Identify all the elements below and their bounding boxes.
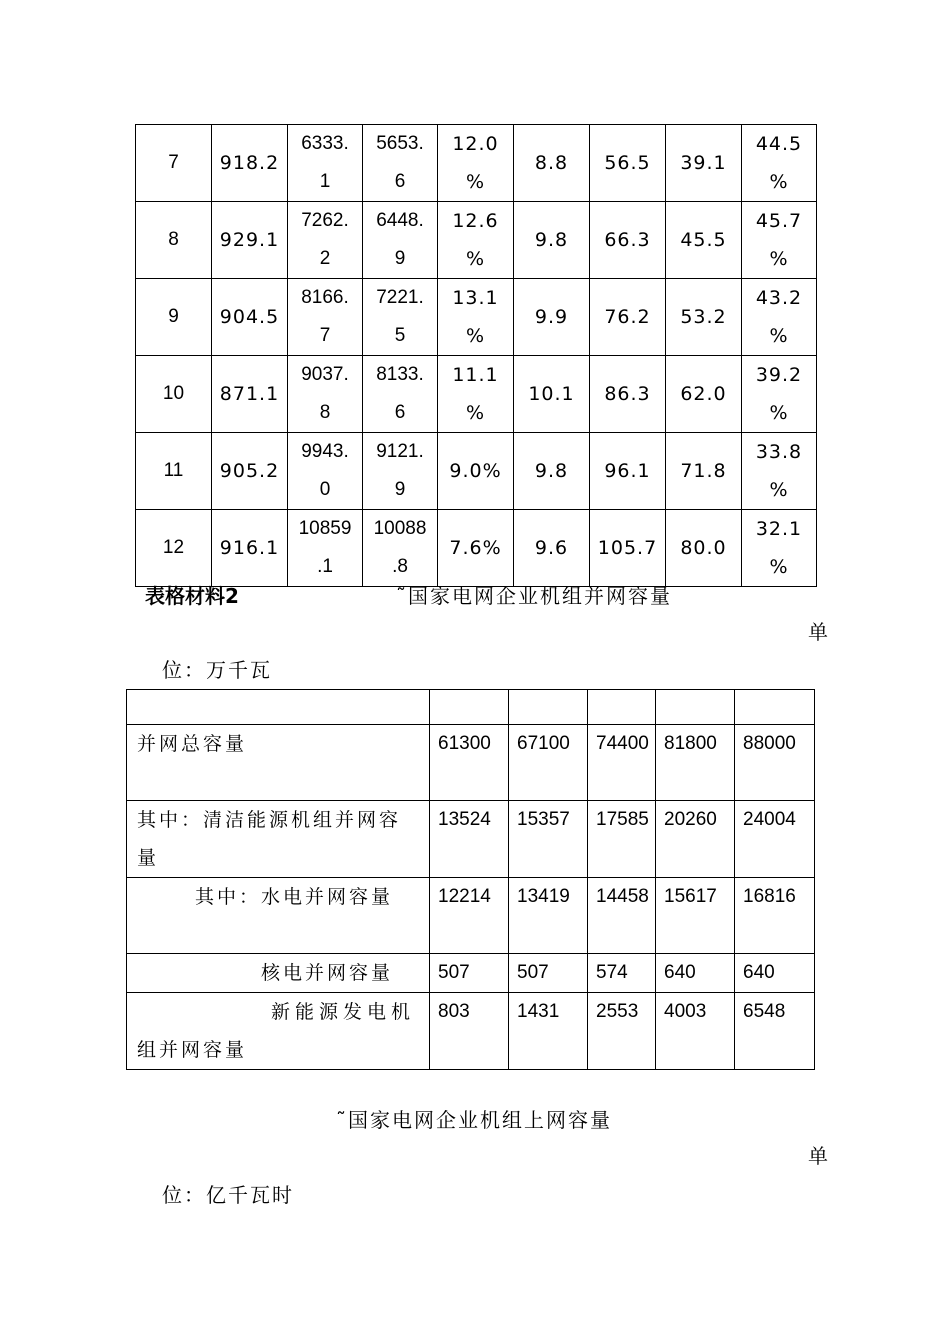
- table-row: [136, 125, 817, 202]
- cell-line-1: 45.7: [755, 210, 803, 232]
- row-label: 其中：水电并网容量: [127, 878, 430, 954]
- cell-line-1: 39.2: [755, 364, 803, 386]
- table-cell: [742, 279, 817, 356]
- table-cell: [514, 433, 590, 510]
- cell-value: 640: [735, 954, 815, 993]
- table-row: [127, 878, 815, 954]
- cell-value: 918.2: [219, 152, 280, 174]
- cell-line-1: 9.0%: [449, 460, 502, 482]
- cell-value: 871.1: [219, 383, 280, 405]
- table-cell: [212, 279, 288, 356]
- unit-label-1b: 位：万千瓦: [162, 658, 272, 682]
- table-cell: [136, 356, 212, 433]
- cell-line-2: %: [769, 479, 789, 501]
- cell-line-2: 5: [394, 325, 406, 346]
- cell-value: 86.3: [604, 383, 651, 405]
- unit-label-2a: 单: [808, 1144, 830, 1168]
- cell-value: 71.8: [680, 460, 727, 482]
- cell-value: 15357: [509, 801, 588, 878]
- header-cell: [430, 690, 509, 725]
- cell-value: 929.1: [219, 229, 280, 251]
- cell-value: 507: [430, 954, 509, 993]
- cell-value: 574: [588, 954, 656, 993]
- table-cell: [438, 510, 514, 587]
- row-label: 其中：清洁能源机组并网容量: [127, 801, 430, 878]
- unit-label-1a: 单: [808, 620, 830, 644]
- table-cell: [363, 433, 438, 510]
- cell-value: 15617: [656, 878, 735, 954]
- table-cell: [212, 202, 288, 279]
- cell-value: 11: [163, 460, 184, 481]
- cell-line-1: 6333.: [301, 133, 349, 154]
- cell-line-2: %: [465, 402, 486, 424]
- cell-line-1: 5653.: [376, 133, 424, 154]
- cell-line-1: 8166.: [301, 287, 349, 308]
- cell-value: 39.1: [680, 152, 727, 174]
- cell-line-2: 6: [394, 171, 406, 192]
- cell-line-1: 7.6%: [449, 537, 502, 559]
- cell-value: 13419: [509, 878, 588, 954]
- row-label-line-1: 新能源发电机: [271, 1001, 416, 1023]
- cell-value: 74400: [588, 725, 656, 801]
- cell-value: 6548: [735, 993, 815, 1070]
- cell-line-2: %: [769, 248, 789, 270]
- cell-value: 96.1: [604, 460, 651, 482]
- cell-value: 803: [430, 993, 509, 1070]
- cell-line-1: 9943.: [301, 441, 349, 462]
- table-row: [136, 356, 817, 433]
- cell-line-1: 44.5: [755, 133, 803, 155]
- table-row-header: [127, 690, 815, 725]
- cell-line-1: 33.8: [755, 441, 803, 463]
- cell-line-2: %: [769, 402, 789, 424]
- cell-line-2: %: [769, 171, 789, 193]
- cell-value: 13524: [430, 801, 509, 878]
- header-cell: [509, 690, 588, 725]
- table-cell: [514, 510, 590, 587]
- cell-line-2: 2: [319, 248, 331, 269]
- table-cell: [666, 125, 742, 202]
- cell-value: 66.3: [604, 229, 651, 251]
- table-cell: [363, 356, 438, 433]
- table-row: [136, 279, 817, 356]
- cell-line-1: 13.1: [452, 287, 499, 309]
- cell-value: 2553: [588, 993, 656, 1070]
- table-cell: [438, 279, 514, 356]
- cell-line-1: 7221.: [376, 287, 424, 308]
- cell-value: 12214: [430, 878, 509, 954]
- cell-line-2: %: [465, 248, 486, 270]
- table-cell: [666, 279, 742, 356]
- material-label: 表格材料2: [145, 584, 239, 608]
- cell-value: 10.1: [528, 383, 575, 405]
- table-cell: [590, 433, 666, 510]
- table-row: [127, 725, 815, 801]
- table-cell: [212, 510, 288, 587]
- table-cell: [212, 433, 288, 510]
- table-cell: [136, 433, 212, 510]
- table-row: [136, 510, 817, 587]
- cell-line-1: 8133.: [376, 364, 424, 385]
- table-cell: [590, 279, 666, 356]
- cell-value: 80.0: [680, 537, 727, 559]
- cell-value: 88000: [735, 725, 815, 801]
- table-cell: [742, 202, 817, 279]
- cell-value: 9.8: [534, 229, 569, 251]
- cell-value: 8: [168, 229, 179, 250]
- cell-line-2: %: [769, 556, 789, 578]
- cell-value: 7: [168, 152, 179, 173]
- cell-line-2: %: [769, 325, 789, 347]
- cell-value: 12: [162, 537, 185, 558]
- table-cell: [288, 279, 363, 356]
- cell-value: 905.2: [219, 460, 280, 482]
- cell-value: 45.5: [680, 229, 727, 251]
- table-cell: [590, 125, 666, 202]
- table-cell: [590, 356, 666, 433]
- table-cell: [742, 356, 817, 433]
- cell-value: 640: [656, 954, 735, 993]
- table-cell: [212, 125, 288, 202]
- cell-value: 507: [509, 954, 588, 993]
- cell-value: 16816: [735, 878, 815, 954]
- cell-line-1: 7262.: [301, 210, 349, 231]
- cell-value: 61300: [430, 725, 509, 801]
- table-cell: [514, 202, 590, 279]
- table-cell: [590, 510, 666, 587]
- table-1: [135, 124, 817, 587]
- table-cell: [514, 279, 590, 356]
- cell-value: 76.2: [604, 306, 651, 328]
- cell-value: 105.7: [597, 537, 658, 559]
- table-cell: [136, 125, 212, 202]
- table-row: [136, 433, 817, 510]
- row-label: 核电并网容量: [127, 954, 430, 993]
- cell-value: 9.6: [534, 537, 569, 559]
- cell-line-1: 12.0: [452, 133, 499, 155]
- table-row: [127, 801, 815, 878]
- header-cell: [127, 690, 430, 725]
- header-cell: [588, 690, 656, 725]
- cell-line-2: 8: [319, 402, 331, 423]
- table-row: [136, 202, 817, 279]
- cell-line-1: 9037.: [301, 364, 349, 385]
- table-cell: [438, 356, 514, 433]
- table-cell: [136, 202, 212, 279]
- cell-line-2: 9: [394, 479, 406, 500]
- table-3-title: ˜国家电网企业机组上网容量: [336, 1108, 612, 1132]
- cell-value: 62.0: [680, 383, 727, 405]
- cell-line-2: 1: [319, 171, 331, 192]
- cell-line-1: 10859: [298, 518, 352, 539]
- table-cell: [438, 433, 514, 510]
- table-cell: [590, 202, 666, 279]
- cell-value: 17585: [588, 801, 656, 878]
- cell-value: 9: [168, 306, 179, 327]
- table-cell: [288, 510, 363, 587]
- cell-line-1: 9121.: [376, 441, 424, 462]
- table-cell: [514, 125, 590, 202]
- table-cell: [438, 202, 514, 279]
- cell-value: 9.8: [534, 460, 569, 482]
- cell-line-2: %: [465, 325, 486, 347]
- cell-value: 24004: [735, 801, 815, 878]
- cell-value: 10: [162, 383, 185, 404]
- table-cell: [363, 510, 438, 587]
- table-cell: [288, 356, 363, 433]
- cell-line-1: 12.6: [452, 210, 499, 232]
- table-cell: [666, 433, 742, 510]
- cell-line-1: 32.1: [755, 518, 803, 540]
- table-2: [126, 689, 815, 1070]
- cell-line-1: 11.1: [452, 364, 499, 386]
- table-cell: [288, 125, 363, 202]
- table-cell: [742, 433, 817, 510]
- cell-line-2: .1: [317, 556, 333, 577]
- table-cell: [666, 510, 742, 587]
- cell-value: 1431: [509, 993, 588, 1070]
- cell-value: 56.5: [604, 152, 651, 174]
- cell-value: 4003: [656, 993, 735, 1070]
- cell-value: 8.8: [534, 152, 569, 174]
- table-cell: [363, 279, 438, 356]
- row-label: 并网总容量: [127, 725, 430, 801]
- table-cell: [363, 125, 438, 202]
- cell-value: 904.5: [219, 306, 280, 328]
- table-cell: [136, 279, 212, 356]
- cell-line-1: 10088: [373, 518, 427, 539]
- cell-value: 53.2: [680, 306, 727, 328]
- cell-value: 916.1: [219, 537, 280, 559]
- table-cell: [288, 433, 363, 510]
- table-row: [127, 954, 815, 993]
- table-cell: [742, 125, 817, 202]
- cell-line-2: 6: [394, 402, 406, 423]
- table-cell: [742, 510, 817, 587]
- cell-value: 14458: [588, 878, 656, 954]
- row-label: [127, 993, 430, 1070]
- table-cell: [666, 202, 742, 279]
- cell-line-2: 7: [319, 325, 331, 346]
- cell-line-2: %: [465, 171, 486, 193]
- table-cell: [438, 125, 514, 202]
- table-cell: [666, 356, 742, 433]
- cell-line-2: .8: [392, 556, 408, 577]
- cell-value: 9.9: [534, 306, 569, 328]
- header-cell: [656, 690, 735, 725]
- cell-value: 20260: [656, 801, 735, 878]
- table-cell: [212, 356, 288, 433]
- table-cell: [363, 202, 438, 279]
- cell-line-1: 6448.: [376, 210, 424, 231]
- table-cell: [136, 510, 212, 587]
- cell-value: 67100: [509, 725, 588, 801]
- cell-line-2: 0: [319, 479, 331, 500]
- header-cell: [735, 690, 815, 725]
- cell-line-2: 9: [394, 248, 406, 269]
- cell-value: 81800: [656, 725, 735, 801]
- row-label-line-2: 组并网容量: [137, 1039, 248, 1061]
- table-cell: [288, 202, 363, 279]
- table-cell: [514, 356, 590, 433]
- cell-line-1: 43.2: [755, 287, 803, 309]
- table-2-title: ˜国家电网企业机组并网容量: [396, 584, 672, 608]
- table-row: [127, 993, 815, 1070]
- unit-label-2b: 位：亿千瓦时: [162, 1183, 294, 1207]
